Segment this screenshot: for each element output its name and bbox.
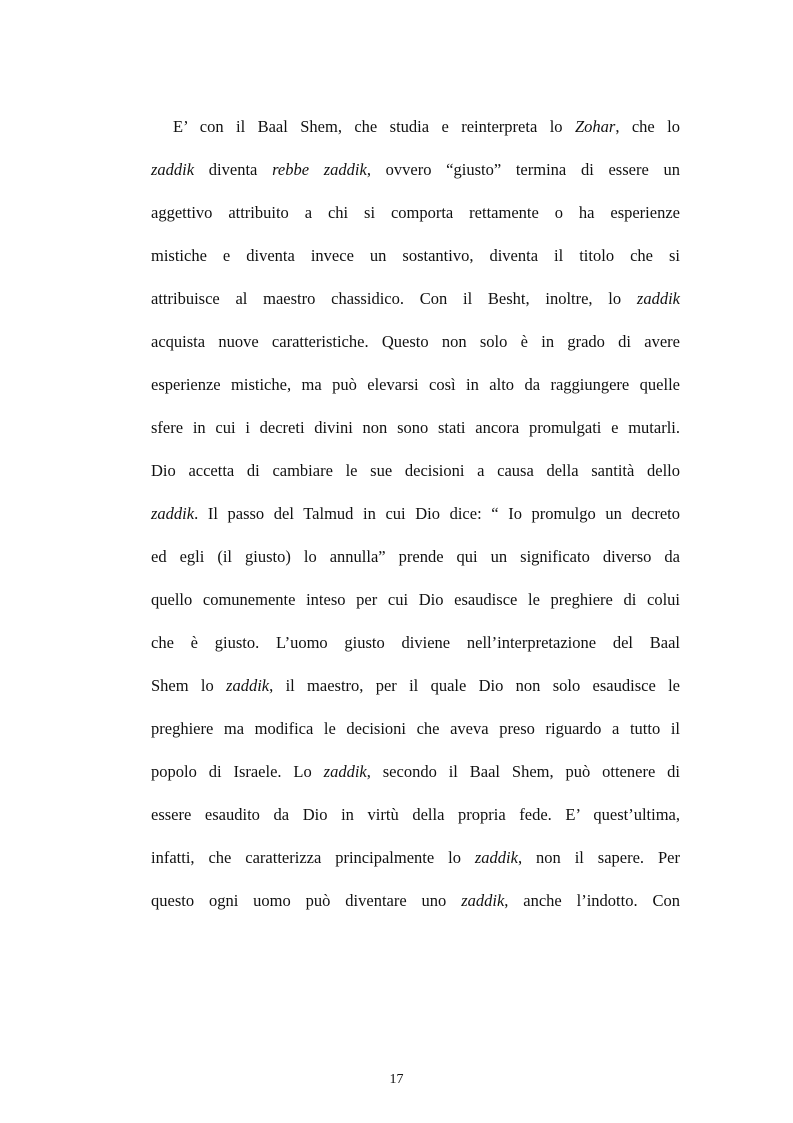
text-segment: mistiche e diventa invece un sostantivo, diventa il titolo che si xyxy=(151,246,680,265)
text-segment: preghiere ma modifica le decisioni che aveva preso riguardo a tutto il xyxy=(151,719,680,738)
text-line xyxy=(151,322,680,365)
text-segment: quello comunemente inteso per cui Dio esaudisce le preghiere di colui xyxy=(151,590,680,609)
text-segment: diventa xyxy=(194,160,273,179)
text-segment: aggettivo attribuito a chi si comporta rettamente o ha esperienze xyxy=(151,203,680,222)
text-segment: essere esaudito da Dio in virtù della propria fede. E’ quest’ultima, xyxy=(151,805,680,824)
text-segment: ed egli (il giusto) lo annulla” prende qui un significato diverso da xyxy=(151,547,680,566)
text-segment: popolo di Israele. Lo xyxy=(151,762,324,781)
text-segment: , anche l’indotto. Con xyxy=(504,891,680,910)
text-segment: acquista nuove caratteristiche. Questo non solo è in grado di avere xyxy=(151,332,680,351)
text-segment: E’ con il Baal Shem, che studia e reinterpreta lo xyxy=(173,117,575,136)
text-line xyxy=(151,236,680,279)
text-line xyxy=(151,623,680,666)
text-segment: , non il sapere. Per xyxy=(517,848,680,867)
italic-term: zaddik xyxy=(226,676,270,695)
body-paragraph xyxy=(151,107,680,924)
text-line xyxy=(151,580,680,623)
text-line xyxy=(151,795,680,838)
italic-term: zaddik xyxy=(151,504,195,523)
text-segment: , ovvero “giusto” termina di essere un xyxy=(366,160,680,179)
text-segment: attribuisce al maestro chassidico. Con il Besht, inoltre, lo xyxy=(151,289,637,308)
italic-term: zaddik xyxy=(151,160,195,179)
text-segment: , il maestro, per il quale Dio non solo esaudisce le xyxy=(269,676,680,695)
text-line xyxy=(151,451,680,494)
text-line xyxy=(151,408,680,451)
text-line xyxy=(151,881,680,924)
text-line xyxy=(151,107,680,150)
text-segment: che è giusto. L’uomo giusto diviene nell’interpretazione del Baal xyxy=(151,633,680,652)
text-line xyxy=(151,193,680,236)
text-line xyxy=(151,365,680,408)
text-segment: Dio accetta di cambiare le sue decisioni a causa della santità dello xyxy=(151,461,680,480)
text-segment: questo ogni uomo può diventare uno xyxy=(151,891,462,910)
italic-term: zaddik xyxy=(474,848,518,867)
text-line xyxy=(151,537,680,580)
italic-term: zaddik xyxy=(323,762,367,781)
text-segment: sfere in cui i decreti divini non sono stati ancora promulgati e mutarli. xyxy=(151,418,680,437)
text-segment: esperienze mistiche, ma può elevarsi così in alto da raggiungere quelle xyxy=(151,375,680,394)
text-line xyxy=(151,709,680,752)
text-line xyxy=(151,150,680,193)
italic-term: Zohar xyxy=(574,117,616,136)
text-line xyxy=(151,279,680,322)
italic-term: zaddik xyxy=(636,289,680,308)
text-segment: . Il passo del Talmud in cui Dio dice: “ Io promulgo un decreto xyxy=(194,504,680,523)
text-line xyxy=(151,752,680,795)
italic-term: rebbe zaddik xyxy=(272,160,367,179)
text-segment: infatti, che caratterizza principalmente lo xyxy=(151,848,475,867)
text-line xyxy=(151,494,680,537)
text-segment: , secondo il Baal Shem, può ottenere di xyxy=(366,762,680,781)
text-segment: Shem lo xyxy=(151,676,227,695)
page-number: 17 xyxy=(389,1072,404,1087)
italic-term: zaddik xyxy=(461,891,505,910)
text-segment: , che lo xyxy=(615,117,680,136)
text-line xyxy=(151,666,680,709)
text-line xyxy=(151,838,680,881)
